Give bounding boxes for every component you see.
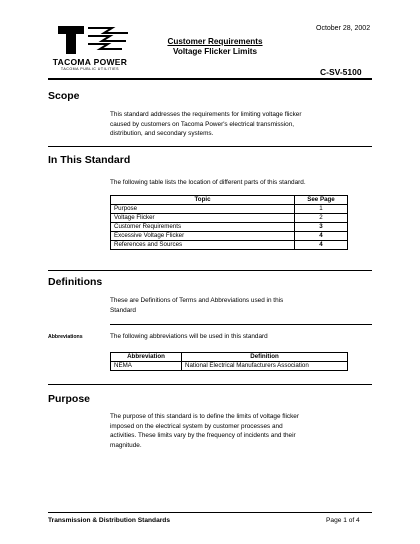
section-heading-definitions: Definitions [48, 276, 103, 288]
contents-table [110, 195, 348, 250]
topic-cell: Purpose [111, 205, 295, 214]
page-cell: 2 [295, 214, 348, 223]
logo-wordmark: TACOMA POWER [52, 57, 128, 67]
topic-cell: Customer Requirements [111, 223, 295, 232]
table-row [111, 223, 348, 232]
abbreviation-cell: NEMA [111, 362, 182, 371]
table-header-row [111, 353, 348, 362]
topic-cell: Excessive Voltage Flicker [111, 232, 295, 241]
column-header-definition: Definition [182, 353, 348, 362]
page-cell: 4 [295, 232, 348, 241]
definitions-text [110, 296, 372, 315]
purpose-line: activities. These limits vary by the frequency of incidents and their [110, 432, 296, 440]
footer-title: Transmission & Distribution Standards [48, 517, 171, 524]
column-header-abbreviation: Abbreviation [111, 353, 182, 362]
page-number: Page 1 of 4 [326, 517, 360, 524]
definition-cell: National Electrical Manufacturers Association [182, 362, 348, 371]
table-row [111, 205, 348, 214]
purpose-text [110, 412, 372, 450]
footer-rule [48, 512, 372, 513]
subsection-rule [110, 324, 372, 325]
page-cell: 3 [295, 223, 348, 232]
definitions-line: Standard [110, 306, 136, 314]
table-row [111, 214, 348, 223]
header-rule [48, 78, 372, 80]
document-date: October 28, 2002 [316, 25, 371, 32]
tacoma-power-logo [48, 24, 140, 80]
section-heading-scope: Scope [48, 90, 80, 102]
scope-text [110, 110, 372, 139]
purpose-line: imposed on the electrical system by customer processes and [110, 422, 283, 430]
definitions-line: These are Definitions of Terms and Abbreviations used in this [110, 297, 284, 304]
abbreviations-intro: The following abbreviations will be used in this standard [110, 333, 268, 340]
topic-cell: References and Sources [111, 241, 295, 250]
scope-line: caused by customers on Tacoma Power's electrical transmission, [110, 120, 295, 128]
scope-line: This standard addresses the requirements for limiting voltage flicker [110, 111, 302, 118]
section-heading-purpose: Purpose [48, 393, 91, 405]
table-row [111, 241, 348, 250]
column-header-topic: Topic [111, 196, 295, 205]
page-cell: 1 [295, 205, 348, 214]
document-title: Customer Requirements [167, 37, 263, 46]
document-subtitle: Voltage Flicker Limits [172, 47, 258, 56]
logo-subtitle: TACOMA PUBLIC UTILITIES [60, 67, 120, 71]
table-header-row [111, 196, 348, 205]
table-row [111, 232, 348, 241]
in-this-standard-intro: The following table lists the location of different parts of this standard. [110, 179, 306, 186]
section-rule [48, 270, 372, 271]
purpose-line: magnitude. [110, 441, 142, 449]
section-heading-in-this-standard: In This Standard [48, 154, 131, 166]
column-header-see-page: See Page [295, 196, 348, 205]
purpose-line: The purpose of this standard is to define the limits of voltage flicker [110, 413, 299, 420]
document-code: C-SV-5100 [320, 67, 362, 77]
page-cell: 4 [295, 241, 348, 250]
scope-line: distribution, and secondary systems. [110, 130, 214, 138]
section-rule [48, 146, 372, 147]
table-row [111, 362, 348, 371]
abbreviations-table [110, 352, 348, 371]
section-rule [48, 384, 372, 385]
topic-cell: Voltage Flicker [111, 214, 295, 223]
abbreviations-label: Abbreviations [48, 334, 83, 340]
